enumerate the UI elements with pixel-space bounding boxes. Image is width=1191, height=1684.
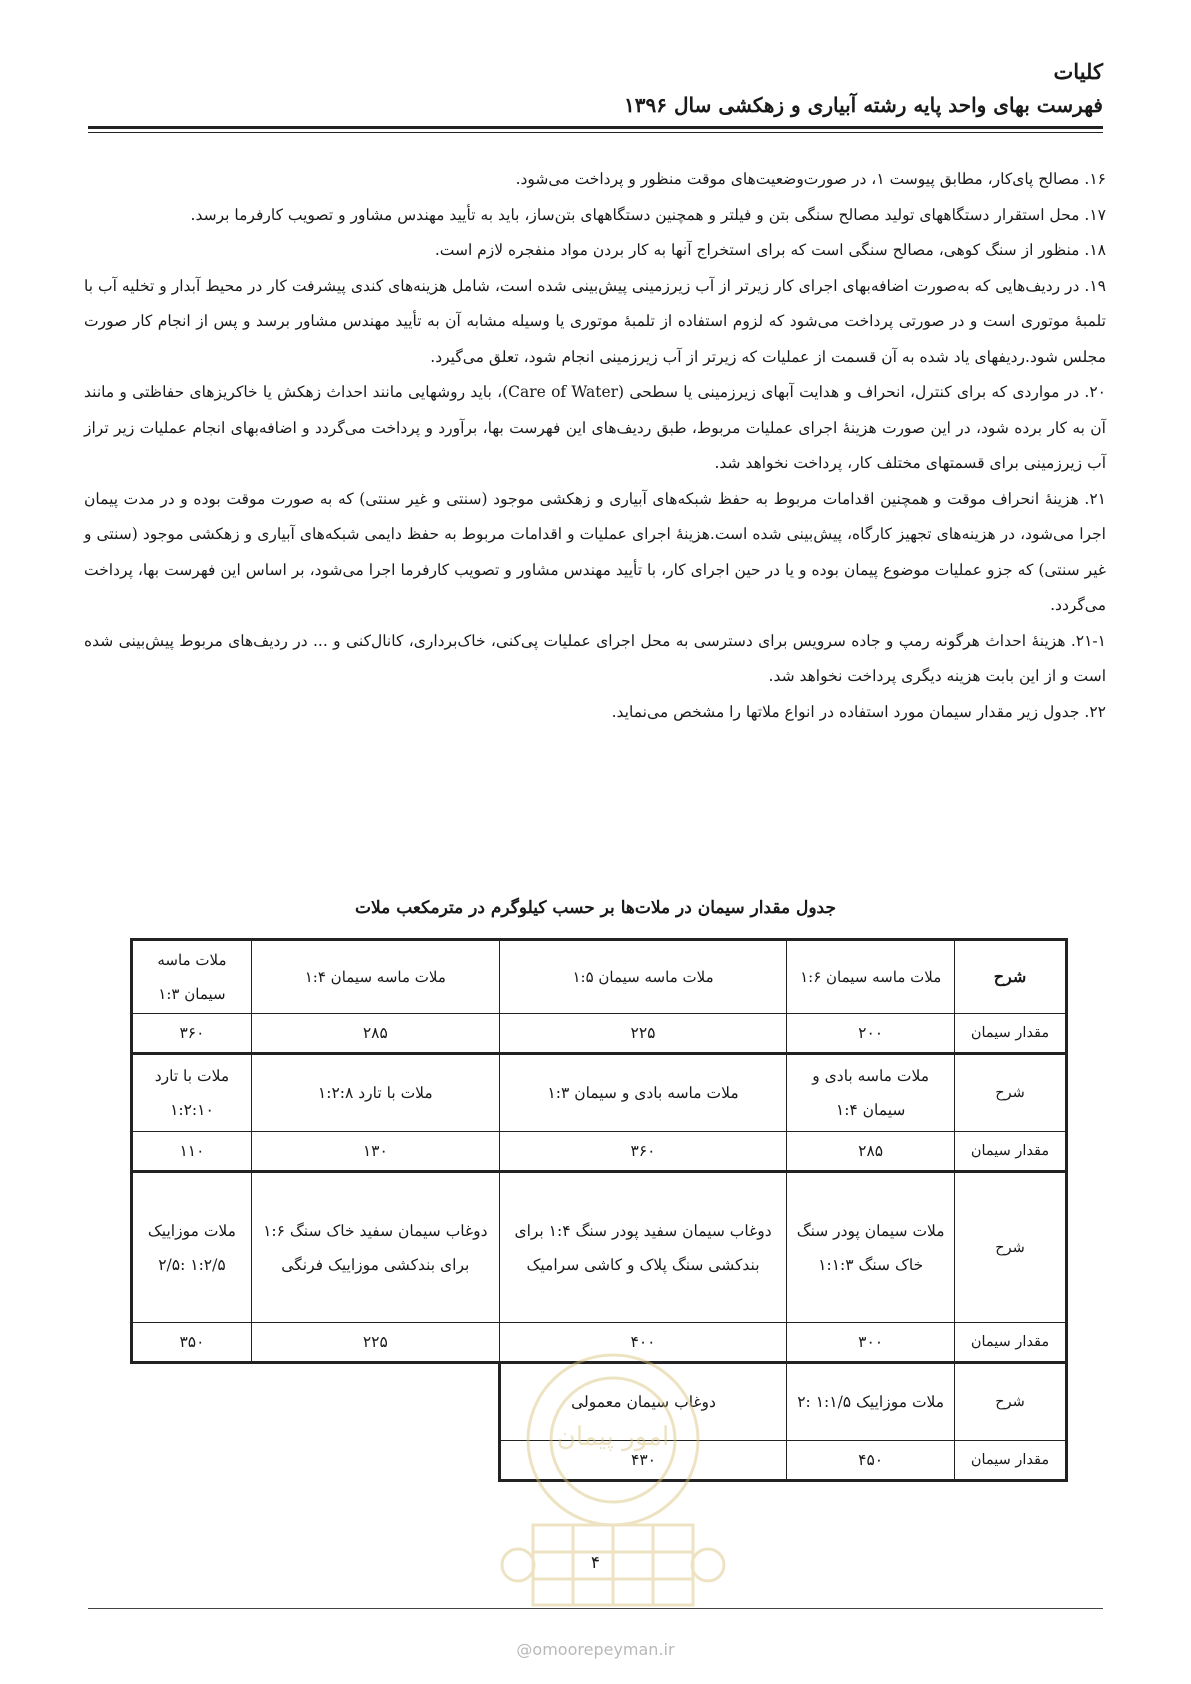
desc-label-cell: شرح — [955, 1363, 1067, 1441]
table-cell: ملات ماسه سیمان ۱:۳ — [132, 940, 252, 1014]
table-cell: ۳۵۰ — [132, 1323, 252, 1363]
table-cell: ۴۰۰ — [499, 1323, 787, 1363]
cement-label-cell: مقدار سیمان — [955, 1014, 1067, 1054]
table-cell: ملات ماسه سیمان ۱:۴ — [251, 940, 499, 1014]
page-number: ۴ — [590, 1553, 601, 1573]
table-cell: دوغاب سیمان سفید پودر سنگ ۱:۴ برای بندکشی سنگ پلاک و کاشی سرامیک — [499, 1172, 787, 1323]
table-cell: ملات با تارد ۱:۲:۱۰ — [132, 1054, 252, 1132]
paragraph-21-1: ۲۱-۱. هزینهٔ احداث هرگونه رمپ و جاده سرویس برای دسترسی به محل اجرای عملیات پی‌کنی، خاک‌برداری، کانال‌کنی و ... در ردیف‌های مربوط پیش‌بینی شده است و از این بابت هزینه دیگری پرداخت نخواهد شد. — [84, 631, 1106, 685]
watermark-text: امور پیمان — [556, 1422, 670, 1452]
paragraph-16: ۱۶. مصالح پای‌کار، مطابق پیوست ۱، در صورت‌وضعیت‌های موقت منظور و پرداخت می‌شود. — [515, 170, 1106, 188]
table-cell: ۱۱۰ — [132, 1132, 252, 1172]
table-cell: ۲۸۵ — [787, 1132, 955, 1172]
paragraph-18: ۱۸. منظور از سنگ کوهی، مصالح سنگی است که برای استخراج آنها به کار بردن مواد منفجره لازم است. — [434, 241, 1106, 259]
table-cell: ملات با تارد ۱:۲:۸ — [251, 1054, 499, 1132]
table-cell: ۳۶۰ — [499, 1132, 787, 1172]
table-title: جدول مقدار سیمان در ملات‌ها بر حسب کیلوگرم در مترمکعب ملات — [355, 898, 836, 918]
empty-cell — [251, 1441, 499, 1481]
table-row — [132, 1172, 1067, 1323]
cement-label-cell: مقدار سیمان — [955, 1441, 1067, 1481]
table-row — [132, 1014, 1067, 1054]
table-row — [132, 1132, 1067, 1172]
desc-label-cell: شرح — [955, 1172, 1067, 1323]
cement-label-cell: مقدار سیمان — [955, 1323, 1067, 1363]
table-cell: ۱۳۰ — [251, 1132, 499, 1172]
table-cell: ۳۶۰ — [132, 1014, 252, 1054]
table-cell: ملات موزاییک ۱:۱/۵ :۲ — [787, 1363, 955, 1441]
paragraph-20: ۲۰. در مواردی که برای کنترل، انحراف و هدایت آبهای زیرزمینی یا سطحی (Care of Water)، باید روشهایی مانند احداث زهکش یا خاکریزهای حفاظتی و مانند آن به کار برده شود، در این صورت هزینهٔ اجرای عملیات مربوط، طبق ردیف‌های این فهرست بها، برآورد و پرداخت می‌گردد و اضافه‌بهای انجام عملیات زیر تراز آب زیرزمینی برای قسمتهای مختلف کار، پرداخت نخواهد شد. — [84, 383, 1106, 472]
table-cell: ملات ماسه سیمان ۱:۵ — [499, 940, 787, 1014]
section-title: کلیات — [1053, 59, 1103, 84]
header-rule-thin — [88, 132, 1103, 133]
table-cell: ملات ماسه سیمان ۱:۶ — [787, 940, 955, 1014]
table-row — [132, 1054, 1067, 1132]
footer-rule — [88, 1608, 1103, 1609]
empty-cell — [132, 1441, 252, 1481]
table-cell: ۲۲۵ — [499, 1014, 787, 1054]
table-row — [132, 940, 1067, 1014]
table-cell: دوغاب سیمان سفید خاک سنگ ۱:۶ برای بندکشی موزاییک فرنگی — [251, 1172, 499, 1323]
table-cell: ملات ماسه بادی و سیمان ۱:۴ — [787, 1054, 955, 1132]
paragraph-21: ۲۱. هزینهٔ انحراف موقت و همچنین اقدامات مربوط به حفظ شبکه‌های آبیاری و زهکشی موجود (سنتی و غیر سنتی) که به صورت موقت بوده و در مدت پیمان اجرا می‌شود، در هزینه‌های تجهیز کارگاه، پیش‌بینی شده است.هزینهٔ اجرای عملیات و اقدامات مربوط به حفظ دایمی شبکه‌های آبیاری و زهکشی موجود (سنتی و غیر سنتی) که جزو عملیات موضوع پیمان بوده و یا در حین اجرای کار، با تأیید مهندس مشاور و تصویب کارفرما اجرا می‌شود، بر اساس این فهرست بها، پرداخت می‌گردد. — [84, 489, 1106, 614]
paragraph-22: ۲۲. جدول زیر مقدار سیمان مورد استفاده در انواع ملاتها را مشخص می‌نماید. — [611, 702, 1106, 721]
table-cell: دوغاب سیمان معمولی — [499, 1363, 787, 1441]
table-cell: ۲۸۵ — [251, 1014, 499, 1054]
table-cell: ۲۰۰ — [787, 1014, 955, 1054]
table-cell: ۴۳۰ — [499, 1441, 787, 1481]
paragraph-19: ۱۹. در ردیف‌هایی که به‌صورت اضافه‌بهای اجرای کار زیرتر از آب زیرزمینی پیش‌بینی شده است، شامل هزینه‌های کندی پیشرفت کار در محیط آبدار و تخلیه آب با تلمبهٔ موتوری است و در صورتی پرداخت می‌شود که لزوم استفاده از تلمبهٔ موتوری یا وسیله مشابه آن به تأیید مهندس مشاور برسد و پس از انجام کار صورت مجلس شود.ردیفهای یاد شده به آن قسمت از عملیات که زیرتر از آب زیرزمینی انجام شود، تعلق می‌گیرد. — [84, 276, 1106, 366]
table-cell: ۴۵۰ — [787, 1441, 955, 1481]
desc-label-cell: شرح — [955, 1054, 1067, 1132]
body-text — [84, 162, 1106, 730]
table-cell: ملات موزاییک ۱:۲/۵ :۲/۵ — [132, 1172, 252, 1323]
page-header — [624, 55, 1103, 121]
footer-site-link: @omoorepeyman.ir — [516, 1640, 675, 1659]
table-cell: ملات سیمان پودر سنگ خاک سنگ ۱:۱:۳ — [787, 1172, 955, 1323]
cement-label-cell: مقدار سیمان — [955, 1132, 1067, 1172]
document-title: فهرست بهای واحد پایه رشته آبیاری و زهکشی سال ۱۳۹۶ — [624, 93, 1103, 117]
empty-cell — [251, 1363, 499, 1441]
paragraph-17: ۱۷. محل استقرار دستگاههای تولید مصالح سنگی بتن و فیلتر و همچنین دستگاههای بتن‌ساز، باید به تأیید مهندس مشاور و تصویب کارفرما برسد. — [190, 205, 1106, 224]
desc-header-cell: شرح — [955, 940, 1067, 1014]
table-cell: ۲۲۵ — [251, 1323, 499, 1363]
empty-cell — [132, 1363, 252, 1441]
table-cell: ۳۰۰ — [787, 1323, 955, 1363]
header-rule-thick — [88, 126, 1103, 129]
watermark-seal — [498, 1345, 728, 1615]
table-cell: ملات ماسه بادی و سیمان ۱:۳ — [499, 1054, 787, 1132]
